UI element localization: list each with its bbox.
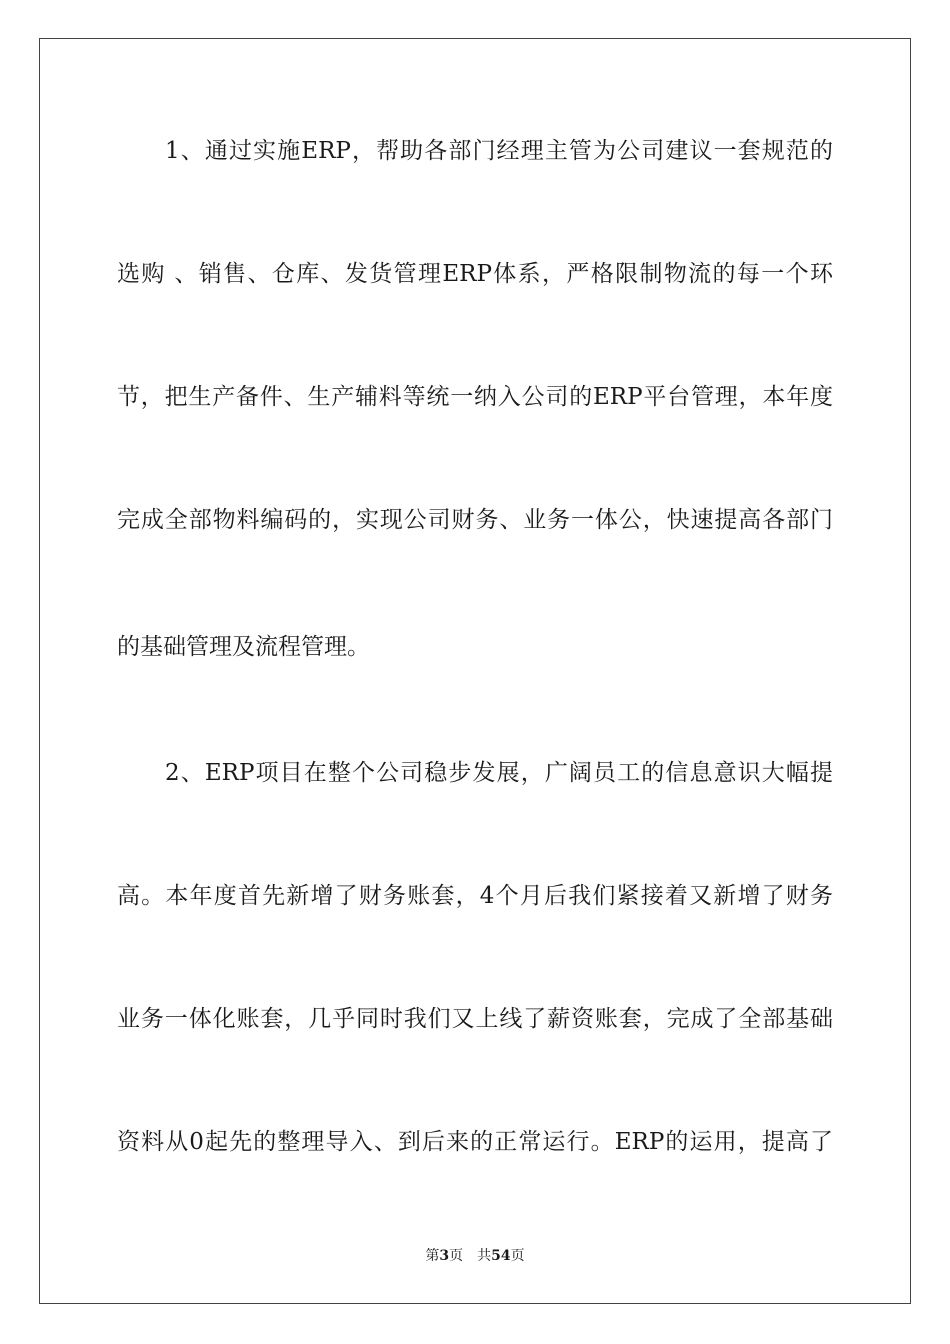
footer-page-suffix: 页 (449, 1248, 464, 1264)
paragraph-2-line-1: 2、ERP项目在整个公司稳步发展，广阔员工的信息意识大幅提 (165, 760, 833, 786)
paragraph-2-line-3: 业务一体化账套，几乎同时我们又上线了薪资账套，完成了全部基础 (117, 1006, 833, 1032)
footer-total-suffix: 页 (510, 1248, 525, 1264)
page-footer (0, 1247, 950, 1265)
footer-total-prefix: 共 (477, 1248, 492, 1264)
paragraph-2-line-4: 资料从0起先的整理导入、到后来的正常运行。ERP的运用，提高了 (117, 1129, 833, 1155)
paragraph-1-line-2: 选购 、销售、仓库、发货管理ERP体系，严格限制物流的每一个环 (117, 261, 833, 287)
paragraph-2-line-2: 高。本年度首先新增了财务账套，4个月后我们紧接着又新增了财务 (117, 883, 833, 909)
paragraph-1-line-3: 节，把生产备件、生产辅料等统一纳入公司的ERP平台管理，本年度 (117, 384, 833, 410)
paragraph-1-line-5: 的基础管理及流程管理。 (117, 634, 370, 660)
footer-total-pages: 54 (491, 1248, 511, 1264)
paragraph-1-line-1: 1、通过实施ERP，帮助各部门经理主管为公司建议一套规范的 (165, 138, 833, 164)
page-border (39, 38, 911, 1304)
paragraph-1-line-4: 完成全部物料编码的，实现公司财务、业务一体公，快速提高各部门 (117, 507, 833, 533)
footer-page-prefix: 第 (425, 1248, 440, 1264)
footer-page-number: 3 (439, 1248, 450, 1264)
